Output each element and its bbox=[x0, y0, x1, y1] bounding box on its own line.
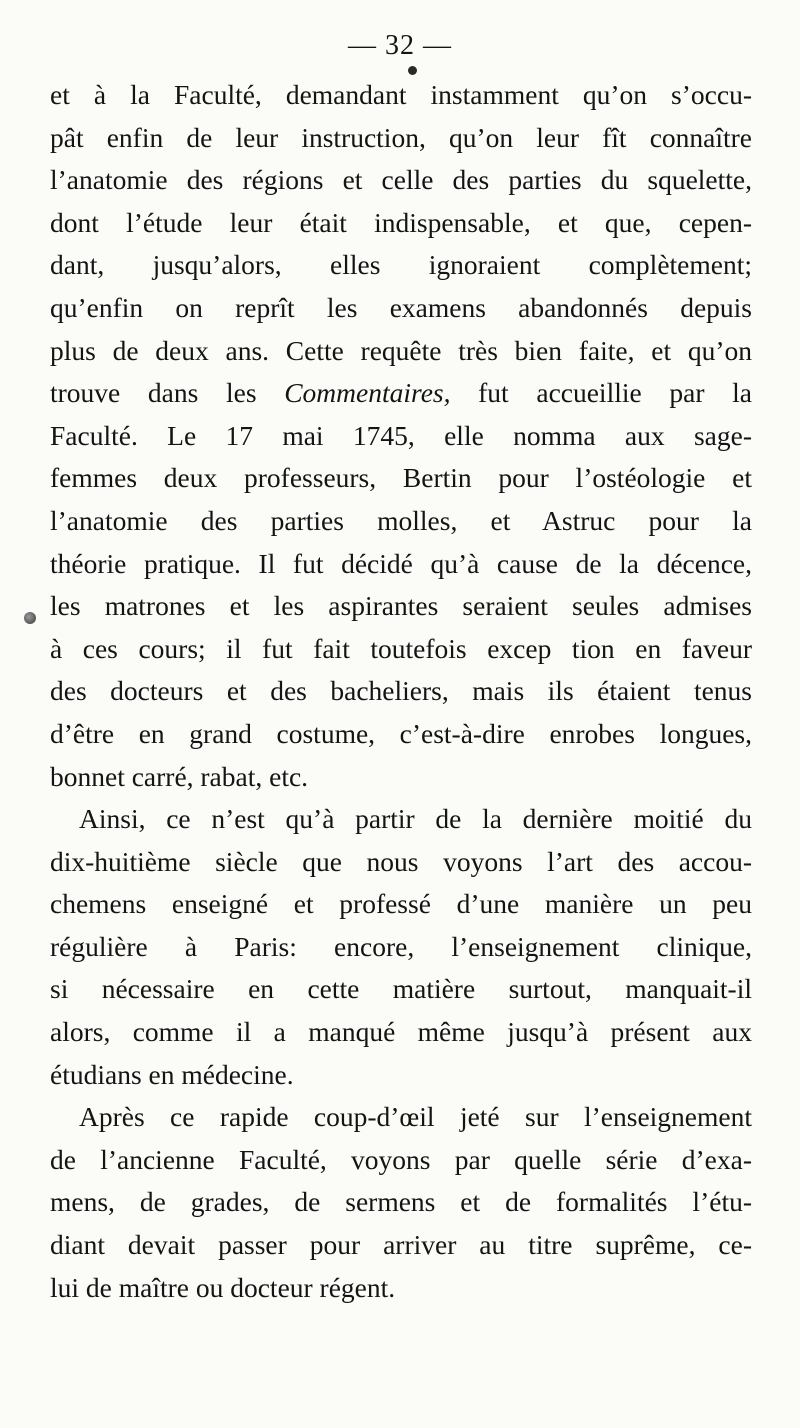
text-line: Ainsi, ce n’est qu’à partir de la dernière moitié du bbox=[79, 803, 752, 835]
text-line: bonnet carré, rabat, etc. bbox=[50, 760, 309, 792]
text-line: plus de deux ans. Cette requête très bien faite, et qu’on bbox=[50, 334, 752, 366]
body-text bbox=[50, 74, 752, 1309]
text-line: à ces cours; il fut fait toutefois excep tion en faveur bbox=[50, 632, 752, 664]
text-line: des docteurs et des bacheliers, mais ils étaient tenus bbox=[50, 675, 752, 707]
text-line bbox=[50, 372, 752, 415]
text-line: régulière à Paris: encore, l’enseignement clinique, bbox=[50, 930, 752, 962]
text-line: théorie pratique. Il fut décidé qu’à cause de la décence, bbox=[50, 547, 752, 579]
text-line: dant, jusqu’alors, elles ignoraient complètement; bbox=[50, 249, 752, 281]
text-line: et à la Faculté, demandant instamment qu’on s’occu- bbox=[50, 79, 752, 110]
text-line: Faculté. Le 17 mai 1745, elle nomma aux sage- bbox=[50, 419, 752, 451]
text-line: de l’ancienne Faculté, voyons par quelle série d’exa- bbox=[50, 1143, 752, 1175]
text-segment: trouve dans les bbox=[50, 377, 285, 409]
italic-title: Commentaires, bbox=[284, 377, 451, 409]
text-line: lui de maître ou docteur régent. bbox=[50, 1271, 396, 1303]
text-line: diant devait passer pour arriver au titre suprême, ce- bbox=[50, 1229, 752, 1261]
text-line: d’être en grand costume, c’est-à-dire enrobes longues, bbox=[50, 717, 752, 749]
text-segment: fut accueillie par la bbox=[450, 377, 752, 409]
text-line: Après ce rapide coup-d’œil jeté sur l’enseignement bbox=[79, 1101, 752, 1133]
text-line: si nécessaire en cette matière surtout, manquait-il bbox=[50, 973, 752, 1005]
text-line: les matrones et les aspirantes seraient seules admises bbox=[50, 590, 752, 622]
text-line: étudians en médecine. bbox=[50, 1058, 294, 1090]
margin-speck bbox=[24, 612, 36, 624]
text-line: l’anatomie des régions et celle des parties du squelette, bbox=[50, 164, 752, 196]
text-line: qu’enfin on reprît les examens abandonnés depuis bbox=[50, 291, 752, 323]
page-number: — 32 — bbox=[348, 30, 452, 61]
text-line: l’anatomie des parties molles, et Astruc pour la bbox=[50, 504, 752, 536]
text-line: dix-huitième siècle que nous voyons l’art des accou- bbox=[50, 845, 752, 877]
text-line: chemens enseigné et professé d’une manière un peu bbox=[50, 888, 752, 920]
text-line: femmes deux professeurs, Bertin pour l’ostéologie et bbox=[50, 462, 752, 494]
text-line: mens, de grades, de sermens et de formalités l’étu- bbox=[50, 1186, 752, 1218]
text-line: dont l’étude leur était indispensable, et que, cepen- bbox=[50, 206, 752, 238]
text-line: alors, comme il a manqué même jusqu’à présent aux bbox=[50, 1016, 752, 1048]
text-line: pât enfin de leur instruction, qu’on leur fît connaître bbox=[50, 121, 752, 153]
